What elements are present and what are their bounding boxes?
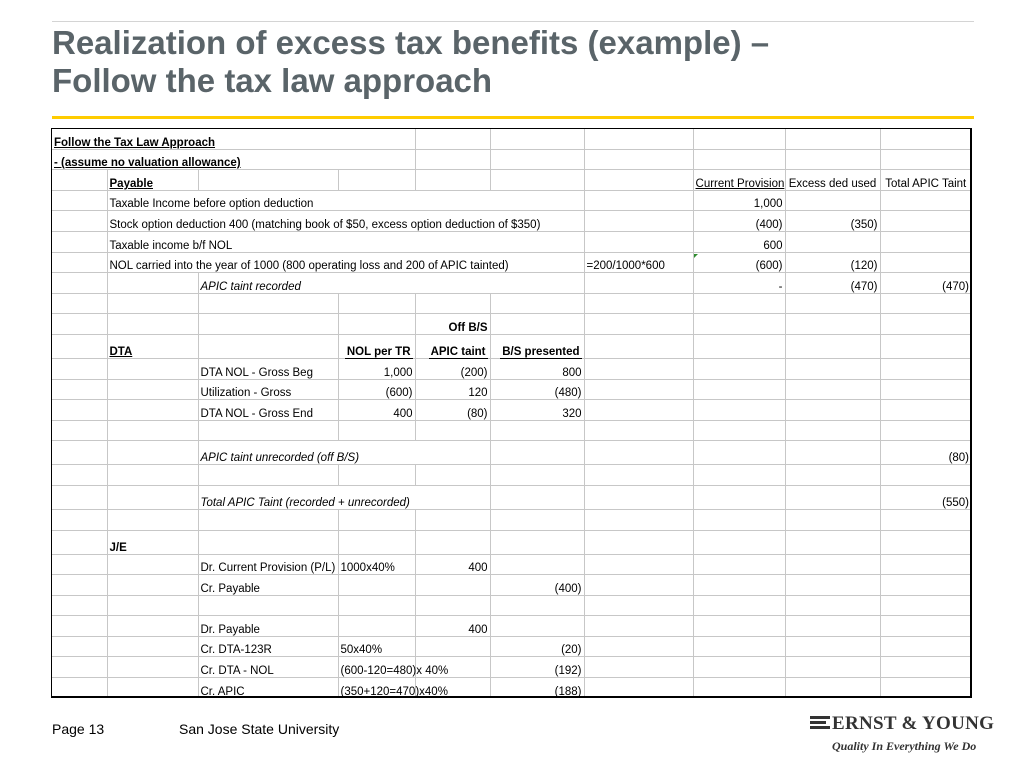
excess-value: (350) <box>785 211 880 232</box>
blank-row <box>52 509 971 530</box>
excess-value <box>785 231 880 252</box>
taint-value: 120 <box>415 379 490 400</box>
nol-value: 1,000 <box>338 358 415 379</box>
je-credit: (192) <box>490 657 584 678</box>
col-nol-per-tr: NOL per TR <box>346 345 411 358</box>
total-value <box>880 190 971 211</box>
title-line-2: Follow the tax law approach <box>52 62 493 99</box>
row-payable-header <box>52 170 971 191</box>
apic-unrecorded-value: (80) <box>880 441 971 465</box>
je-account: Cr. APIC <box>198 678 338 698</box>
col-off-bs: Off B/S <box>415 314 490 335</box>
table-row <box>52 190 971 211</box>
je-account: Dr. Current Provision (P/L) <box>198 554 338 575</box>
row-dta-header-2 <box>52 334 971 358</box>
total-value <box>880 211 971 232</box>
table-row <box>52 231 971 252</box>
payable-label: Payable <box>107 170 198 191</box>
je-credit: (400) <box>490 575 584 596</box>
bs-value: (480) <box>490 379 584 400</box>
university-name: San Jose State University <box>179 721 340 737</box>
worksheet-grid <box>52 129 971 698</box>
col-total-apic-taint: Total APIC Taint <box>880 170 971 191</box>
blank-row <box>52 420 971 441</box>
blank-row <box>52 465 971 486</box>
row-label: Taxable Income before option deduction <box>107 190 584 211</box>
bs-value: 320 <box>490 400 584 421</box>
dta-label: DTA <box>107 334 198 358</box>
row-subheading <box>52 149 971 170</box>
je-formula: 1000x40% <box>338 554 415 575</box>
row-label: NOL carried into the year of 1000 (800 operating loss and 200 of APIC tainted) <box>107 252 584 273</box>
table-row <box>52 554 971 575</box>
table-row <box>52 379 971 400</box>
bs-value: 800 <box>490 358 584 379</box>
table-row <box>52 575 971 596</box>
table-row <box>52 252 971 273</box>
table-row <box>52 678 971 698</box>
col-current-provision: Current Provision <box>693 170 785 191</box>
je-credit <box>490 616 584 637</box>
je-credit <box>490 554 584 575</box>
table-row <box>52 657 971 678</box>
blank-row <box>52 595 971 616</box>
je-formula: (600-120=480)x 40% <box>338 657 415 678</box>
apic-taint-recorded-label: APIC taint recorded <box>198 273 584 294</box>
table-row <box>52 636 971 657</box>
row-apic-recorded <box>52 273 971 294</box>
apic-recorded-total: (470) <box>880 273 971 294</box>
title-underline <box>52 116 974 119</box>
je-debit <box>415 575 490 596</box>
total-apic-taint-label: Total APIC Taint (recorded + unrecorded) <box>198 485 490 509</box>
taint-value: (80) <box>415 400 490 421</box>
logo-tagline: Quality In Everything We Do <box>832 739 977 753</box>
current-value: 1,000 <box>693 190 785 211</box>
je-debit: 400 <box>415 616 490 637</box>
col-excess-ded-used: Excess ded used <box>785 170 880 191</box>
row-formula <box>584 231 693 252</box>
page-number: Page 13 <box>52 721 105 737</box>
col-apic-taint: APIC taint <box>430 345 486 358</box>
excess-value: (120) <box>785 252 880 273</box>
je-formula: 50x40% <box>338 636 415 657</box>
row-total-apic-taint <box>52 485 971 509</box>
spreadsheet-table <box>51 128 972 698</box>
je-credit: (20) <box>490 636 584 657</box>
row-formula <box>584 211 693 232</box>
title-line-1: Realization of excess tax benefits (example) – <box>52 24 770 61</box>
logo-stripes-icon <box>810 716 830 732</box>
row-heading <box>52 129 971 149</box>
je-formula <box>338 575 415 596</box>
nol-value: (600) <box>338 379 415 400</box>
sheet-heading: Follow the Tax Law Approach <box>54 136 216 149</box>
je-credit: (188) <box>490 678 584 698</box>
total-apic-taint-value: (550) <box>880 485 971 509</box>
je-account: Cr. DTA - NOL <box>198 657 338 678</box>
table-row <box>52 358 971 379</box>
je-account: Cr. DTA-123R <box>198 636 338 657</box>
row-je-header <box>52 530 971 554</box>
slide-title <box>52 24 974 100</box>
apic-recorded-excess: (470) <box>785 273 880 294</box>
ernst-young-logo <box>810 712 995 756</box>
logo-wordmark: ERNST & YOUNG <box>832 713 995 734</box>
total-value <box>880 252 971 273</box>
top-rule <box>52 21 974 22</box>
cell-comment-marker <box>694 254 698 258</box>
je-account: Cr. Payable <box>198 575 338 596</box>
je-formula <box>338 616 415 637</box>
blank-row <box>52 293 971 314</box>
je-formula: (350+120=470)x40% <box>338 678 415 698</box>
row-dta-header-1 <box>52 314 971 335</box>
current-value: 600 <box>693 231 785 252</box>
row-formula <box>584 190 693 211</box>
je-debit <box>415 636 490 657</box>
row-label: Taxable income b/f NOL <box>107 231 584 252</box>
sheet-subheading: - (assume no valuation allowance) <box>54 157 241 170</box>
dta-row-label: DTA NOL - Gross End <box>198 400 338 421</box>
row-label: Stock option deduction 400 (matching book of $50, excess option deduction of $350) <box>107 211 584 232</box>
excess-value <box>785 190 880 211</box>
apic-taint-unrecorded-label: APIC taint unrecorded (off B/S) <box>198 441 490 465</box>
taint-value: (200) <box>415 358 490 379</box>
table-row <box>52 616 971 637</box>
dta-row-label: Utilization - Gross <box>198 379 338 400</box>
dta-row-label: DTA NOL - Gross Beg <box>198 358 338 379</box>
current-value: (600) <box>693 252 785 273</box>
je-account: Dr. Payable <box>198 616 338 637</box>
je-label: J/E <box>107 530 198 554</box>
total-value <box>880 231 971 252</box>
je-debit: 400 <box>415 554 490 575</box>
col-bs-presented: B/S presented <box>502 345 580 358</box>
table-row <box>52 211 971 232</box>
row-formula: =200/1000*600 <box>584 252 693 273</box>
current-value: (400) <box>693 211 785 232</box>
nol-value: 400 <box>338 400 415 421</box>
row-apic-unrecorded <box>52 441 971 465</box>
apic-recorded-current: - <box>693 273 785 294</box>
table-row <box>52 400 971 421</box>
